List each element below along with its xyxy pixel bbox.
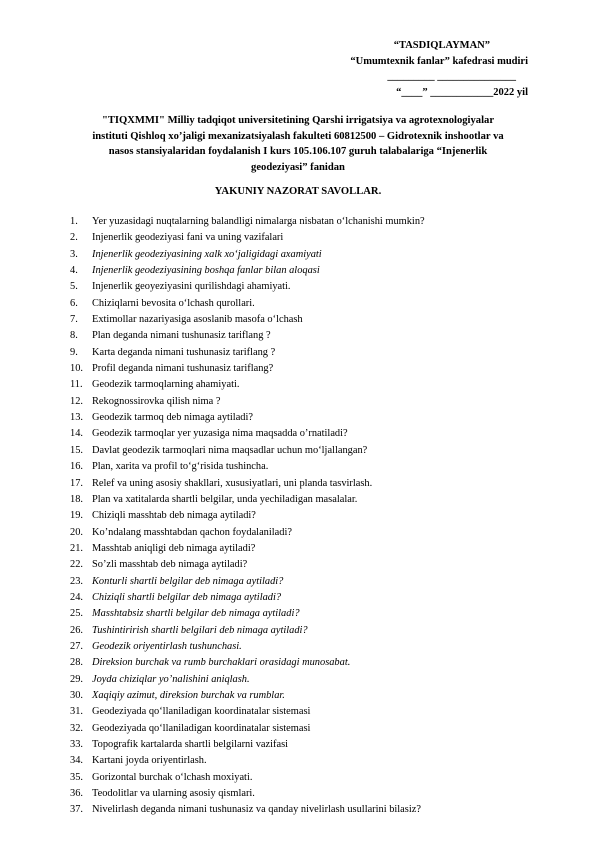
question-item — [60, 623, 560, 639]
question-number: 28. — [70, 657, 83, 669]
question-text: Davlat geodezik tarmoqlari nima maqsadlar uchun moʻljallangan? — [92, 444, 368, 456]
approval-signature-line: _________ _______________ — [387, 71, 516, 82]
approval-title: “TASDIQLAYMAN” — [393, 40, 490, 51]
question-text: Koʼndalang masshtabdan qachon foydalaniladi? — [92, 526, 292, 538]
question-item — [60, 394, 560, 410]
question-item — [60, 606, 560, 622]
question-number: 32. — [70, 722, 83, 734]
question-text: Yer yuzasidagi nuqtalarning balandligi nimalarga nisbatan oʻlchanishi mumkin? — [92, 216, 425, 227]
question-number: 13. — [70, 412, 83, 424]
question-item — [60, 639, 560, 655]
question-text: Nivelirlash deganda nimani tushunasiz va qanday nivelirlash usullarini bilasiz? — [92, 804, 421, 816]
question-item — [60, 279, 560, 295]
question-number: 3. — [70, 248, 78, 260]
question-number: 35. — [70, 771, 83, 783]
question-text: Konturli shartli belgilar deb nimaga aytiladi? — [92, 575, 284, 587]
question-text: Joyda chiziqlar yoʼnalishini aniqlash. — [92, 673, 250, 685]
question-text: Chiziqli shartli belgilar deb nimaga aytiladi? — [92, 591, 282, 603]
question-item — [60, 557, 560, 573]
question-text: Gorizontal burchak oʻlchash moxiyati. — [92, 771, 253, 783]
question-text: Injenerlik geodeziyasining boshqa fanlar bilan aloqasi — [92, 265, 320, 277]
question-number: 2. — [70, 232, 78, 244]
question-item — [60, 312, 560, 328]
question-text: Rekognossirovka qilish nima ? — [92, 395, 221, 407]
question-text: Xaqiqiy azimut, direksion burchak va rumblar. — [92, 689, 285, 701]
question-number: 5. — [70, 281, 78, 293]
heading-line-3: nasos stansiyalaridan foydalanish I kurs 105.106.107 guruh talabalariga “Injenerlik — [108, 146, 488, 158]
question-number: 33. — [70, 739, 83, 750]
question-text: Extimollar nazariyasiga asoslanib masofa oʻlchash — [92, 314, 303, 326]
question-text: Injenerlik geodeziyasining xalk xoʻjaligidagi axamiyati — [92, 248, 322, 260]
question-text: Geodezik tarmoqlarning ahamiyati. — [92, 379, 240, 391]
question-item — [60, 263, 560, 279]
question-number: 7. — [70, 314, 78, 326]
question-item — [60, 443, 560, 459]
question-text: Masshtabsiz shartli belgilar deb nimaga aytiladi? — [92, 608, 300, 620]
heading-line-1: "TIQXMMI" Milliy tadqiqot universitetining Qarshi irrigatsiya va agrotexnologiyalar — [101, 115, 495, 126]
question-number: 37. — [70, 804, 83, 816]
question-text: Geodezik oriyentirlash tushunchasi. — [92, 640, 242, 652]
question-text: Relef va uning asosiy shakllari, xususiyatlari, uni planda tasvirlash. — [92, 477, 373, 489]
question-item — [60, 328, 560, 344]
question-item — [60, 508, 560, 524]
question-item — [60, 377, 560, 393]
question-number: 27. — [70, 640, 83, 652]
heading-line-2: instituti Qishloq xo’jaligi mexanizatsiyalash fakulteti 60812500 – Gidrotexnik inshootlar va — [92, 130, 504, 142]
question-item — [60, 672, 560, 688]
question-item — [60, 770, 560, 786]
question-item — [60, 247, 560, 263]
question-text: Profil deganda nimani tushunasiz tariflang? — [92, 363, 274, 375]
question-item — [60, 230, 560, 246]
question-number: 19. — [70, 510, 83, 522]
question-item — [60, 688, 560, 704]
question-number: 23. — [70, 575, 83, 587]
question-text: Geodeziyada qoʻllaniladigan koordinatalar sistemasi — [92, 722, 311, 734]
question-number: 30. — [70, 689, 83, 701]
question-number: 15. — [70, 444, 83, 456]
question-number: 14. — [70, 428, 83, 440]
question-item — [60, 492, 560, 508]
question-item — [60, 655, 560, 671]
question-number: 4. — [70, 265, 78, 277]
question-number: 22. — [70, 559, 83, 571]
question-item — [60, 459, 560, 475]
question-number: 20. — [70, 526, 83, 538]
question-item — [60, 721, 560, 737]
question-number: 26. — [70, 624, 83, 636]
question-text: Topografik kartalarda shartli belgilarni vazifasi — [92, 739, 289, 750]
question-number: 10. — [70, 363, 83, 375]
document-heading — [40, 113, 556, 175]
question-item — [60, 426, 560, 442]
question-item — [60, 574, 560, 590]
question-number: 12. — [70, 395, 83, 407]
question-text: Tushintirirish shartli belgilari deb nimaga aytiladi? — [92, 624, 308, 636]
question-text: Chiziqlarni bevosita oʻlchash qurollari. — [92, 297, 255, 309]
question-text: Plan va xatitalarda shartli belgilar, unda yechiladigan masalalar. — [92, 493, 358, 505]
question-number: 29. — [70, 673, 83, 685]
question-item — [60, 361, 560, 377]
question-item — [60, 214, 560, 230]
question-number: 8. — [70, 330, 78, 342]
question-text: Geodezik tarmoqlar yer yuzasiga nima maqsadda oʼrnatiladi? — [92, 428, 348, 440]
question-item — [60, 525, 560, 541]
question-text: Injenerlik geodeziyasi fani va uning vazifalari — [92, 232, 284, 244]
approval-block — [268, 38, 528, 100]
question-item — [60, 410, 560, 426]
question-item — [60, 345, 560, 361]
question-item — [60, 737, 560, 753]
question-text: Plan deganda nimani tushunasiz tariflang ? — [92, 330, 271, 342]
questions-list — [60, 214, 560, 819]
question-text: Chiziqli masshtab deb nimaga aytiladi? — [92, 510, 256, 522]
question-number: 25. — [70, 608, 83, 620]
question-text: Plan, xarita va profil toʻgʻrisida tushincha. — [92, 461, 269, 473]
question-text: Injenerlik geoyeziyasini qurilishdagi ahamiyati. — [92, 281, 291, 293]
question-text: Karta deganda nimani tushunasiz tariflang ? — [92, 346, 276, 358]
question-item — [60, 476, 560, 492]
question-text: Masshtab aniqligi deb nimaga aytiladi? — [92, 542, 256, 554]
question-number: 24. — [70, 591, 83, 603]
question-number: 16. — [70, 461, 83, 473]
approval-department: “Umumtexnik fanlar” kafedrasi mudiri — [350, 55, 528, 67]
question-text: Geodeziyada qoʻllaniladigan koordinatalar sistemasi — [92, 706, 311, 718]
question-item — [60, 590, 560, 606]
document-subtitle: YAKUNIY NAZORAT SAVOLLAR. — [214, 186, 382, 197]
question-text: Teodolitlar va ularning asosiy qismlari. — [92, 788, 255, 800]
question-text: Kartani joyda oriyentirlash. — [92, 755, 207, 767]
question-number: 6. — [70, 297, 78, 309]
question-number: 9. — [70, 346, 78, 358]
question-number: 31. — [70, 706, 83, 718]
question-number: 18. — [70, 493, 83, 505]
approval-date-line: “____” ____________2022 yil — [396, 86, 528, 98]
question-item — [60, 704, 560, 720]
question-number: 21. — [70, 542, 83, 554]
heading-line-4: geodeziyasi” fanidan — [251, 161, 345, 173]
question-text: Direksion burchak va rumb burchaklari orasidagi munosabat. — [92, 657, 351, 669]
question-text: Soʼzli masshtab deb nimaga aytiladi? — [92, 559, 248, 571]
question-item — [60, 802, 560, 818]
question-number: 17. — [70, 477, 83, 489]
question-number: 11. — [70, 379, 83, 391]
question-number: 36. — [70, 788, 83, 800]
question-number: 1. — [70, 216, 78, 227]
question-item — [60, 786, 560, 802]
question-item — [60, 541, 560, 557]
question-item — [60, 753, 560, 769]
question-number: 34. — [70, 755, 83, 767]
question-item — [60, 296, 560, 312]
question-text: Geodezik tarmoq deb nimaga aytiladi? — [92, 412, 253, 424]
